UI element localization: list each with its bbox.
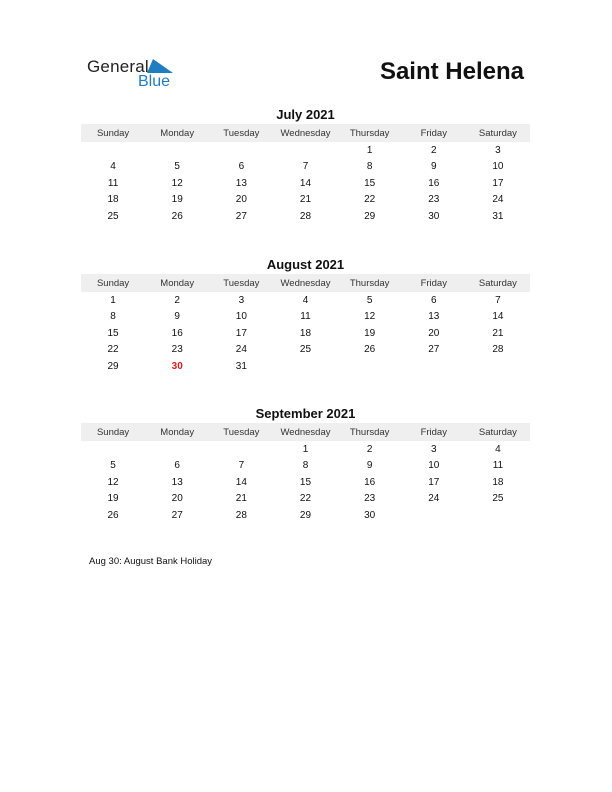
day-cell: 19: [364, 327, 376, 339]
day-cell: 12: [364, 311, 376, 323]
day-cell: 7: [238, 460, 245, 472]
day-cell: 3: [430, 443, 437, 455]
day-cell: 15: [299, 476, 312, 488]
logo-text-blue: Blue: [138, 73, 171, 90]
weekday-label: Tuesday: [223, 277, 260, 289]
day-cell: 3: [238, 294, 245, 306]
day-cell: 14: [299, 177, 312, 189]
month-calendar: [81, 106, 530, 225]
day-cell: 31: [235, 360, 247, 372]
month-title: August 2021: [266, 257, 345, 272]
day-cell: 20: [171, 493, 183, 505]
day-cell: 30: [171, 360, 183, 372]
day-cell: 11: [107, 177, 119, 189]
day-cell: 1: [110, 294, 116, 306]
day-cell: 24: [235, 344, 247, 356]
day-cell: 9: [430, 161, 437, 173]
day-cell: 29: [299, 509, 312, 521]
week-row: [81, 208, 530, 225]
day-cell: 24: [492, 194, 504, 206]
weekday-header: [81, 124, 530, 142]
day-cell: 7: [302, 161, 309, 173]
day-cell: 27: [235, 210, 247, 222]
week-row: [81, 292, 530, 309]
day-cell: 25: [107, 210, 119, 222]
day-cell: 23: [428, 194, 440, 206]
day-cell: 10: [492, 161, 504, 173]
day-cell: 5: [366, 294, 373, 306]
day-cell: 4: [302, 294, 309, 306]
day-cell: 17: [428, 476, 440, 488]
weekday-label: Friday: [420, 426, 447, 438]
weekday-label: Friday: [420, 277, 447, 289]
day-cell: 4: [495, 443, 501, 455]
day-cell: 21: [299, 194, 312, 206]
day-cell: 22: [299, 493, 312, 505]
day-cell: 2: [174, 294, 180, 306]
weekday-label: Sunday: [96, 127, 130, 139]
day-cell: 26: [171, 210, 183, 222]
week-row: [81, 309, 530, 326]
day-cell: 17: [492, 177, 504, 189]
day-cell: 25: [299, 344, 312, 356]
day-cell: 3: [495, 144, 501, 156]
month-calendar: [81, 256, 530, 375]
day-cell: 8: [366, 161, 373, 173]
day-cell: 9: [366, 460, 373, 472]
day-cell: 10: [428, 460, 440, 472]
day-cell: 16: [428, 177, 440, 189]
day-cell: 19: [171, 194, 183, 206]
weekday-label: Saturday: [478, 426, 517, 438]
day-cell: 15: [364, 177, 376, 189]
weekday-label: Wednesday: [280, 277, 331, 289]
day-cell: 23: [364, 493, 376, 505]
day-cell: 20: [235, 194, 247, 206]
day-cell: 26: [107, 509, 119, 521]
week-row: [81, 474, 530, 491]
weekday-label: Monday: [160, 127, 195, 139]
day-cell: 13: [428, 311, 440, 323]
day-cell: 21: [492, 327, 504, 339]
day-cell: 19: [107, 493, 119, 505]
day-cell: 31: [492, 210, 504, 222]
week-row: [81, 342, 530, 359]
day-cell: 22: [364, 194, 376, 206]
weekday-label: Thursday: [349, 277, 390, 289]
country-title: Saint Helena: [379, 58, 524, 85]
weekday-label: Saturday: [478, 277, 517, 289]
day-cell: 15: [107, 327, 119, 339]
week-row: [81, 458, 530, 475]
day-cell: 5: [110, 460, 116, 472]
weekday-header: [81, 274, 530, 292]
weekday-label: Tuesday: [223, 426, 260, 438]
day-cell: 16: [364, 476, 376, 488]
logo-text-general: General: [87, 57, 149, 76]
weekday-label: Thursday: [349, 127, 390, 139]
day-cell: 23: [171, 344, 183, 356]
day-cell: 21: [235, 493, 247, 505]
day-cell: 8: [302, 460, 309, 472]
day-cell: 18: [299, 327, 312, 339]
day-cell: 27: [428, 344, 440, 356]
weekday-header: [81, 423, 530, 441]
day-cell: 7: [495, 294, 501, 306]
weekday-label: Saturday: [478, 127, 517, 139]
week-row: [81, 159, 530, 176]
day-cell: 14: [235, 476, 247, 488]
holiday-notes: [89, 556, 212, 567]
week-row: [81, 358, 530, 375]
weekday-label: Sunday: [96, 277, 130, 289]
day-cell: 16: [171, 327, 183, 339]
day-cell: 30: [364, 509, 376, 521]
day-cell: 11: [492, 460, 504, 472]
day-cell: 2: [366, 443, 373, 455]
day-cell: 22: [107, 344, 119, 356]
weekday-label: Monday: [160, 426, 195, 438]
day-cell: 13: [171, 476, 183, 488]
weekday-label: Wednesday: [280, 127, 331, 139]
day-cell: 6: [430, 294, 437, 306]
week-row: [81, 175, 530, 192]
weekday-label: Thursday: [349, 426, 390, 438]
day-cell: 8: [110, 311, 116, 323]
week-row: [81, 441, 530, 458]
month-title: July 2021: [276, 107, 335, 122]
logo: [87, 57, 187, 91]
weekday-label: Monday: [160, 277, 195, 289]
day-cell: 2: [430, 144, 437, 156]
day-cell: 6: [238, 161, 245, 173]
day-cell: 28: [492, 344, 504, 356]
day-cell: 20: [428, 327, 440, 339]
day-cell: 18: [107, 194, 119, 206]
day-cell: 28: [235, 509, 247, 521]
week-row: [81, 491, 530, 508]
day-cell: 27: [171, 509, 183, 521]
week-row: [81, 192, 530, 209]
day-cell: 30: [428, 210, 440, 222]
weekday-label: Friday: [420, 127, 447, 139]
day-cell: 13: [235, 177, 247, 189]
day-cell: 25: [492, 493, 504, 505]
day-cell: 17: [235, 327, 247, 339]
day-cell: 28: [299, 210, 312, 222]
day-cell: 11: [300, 311, 311, 323]
day-cell: 12: [171, 177, 183, 189]
day-cell: 10: [235, 311, 247, 323]
day-cell: 24: [428, 493, 440, 505]
day-cell: 9: [174, 311, 180, 323]
holiday-note: Aug 30: August Bank Holiday: [89, 556, 213, 567]
day-cell: 29: [107, 360, 119, 372]
weekday-label: Sunday: [96, 426, 130, 438]
day-cell: 5: [174, 161, 180, 173]
day-cell: 1: [302, 443, 309, 455]
day-cell: 26: [364, 344, 376, 356]
day-cell: 18: [492, 476, 504, 488]
weekday-label: Wednesday: [280, 426, 331, 438]
weekday-label: Tuesday: [223, 127, 260, 139]
day-cell: 12: [107, 476, 119, 488]
day-cell: 1: [366, 144, 373, 156]
week-row: [81, 142, 530, 159]
month-title: September 2021: [255, 406, 356, 421]
day-cell: 4: [110, 161, 116, 173]
week-row: [81, 507, 530, 524]
week-row: [81, 325, 530, 342]
day-cell: 29: [364, 210, 376, 222]
day-cell: 14: [492, 311, 504, 323]
day-cell: 6: [174, 460, 180, 472]
month-calendar: [81, 405, 530, 524]
